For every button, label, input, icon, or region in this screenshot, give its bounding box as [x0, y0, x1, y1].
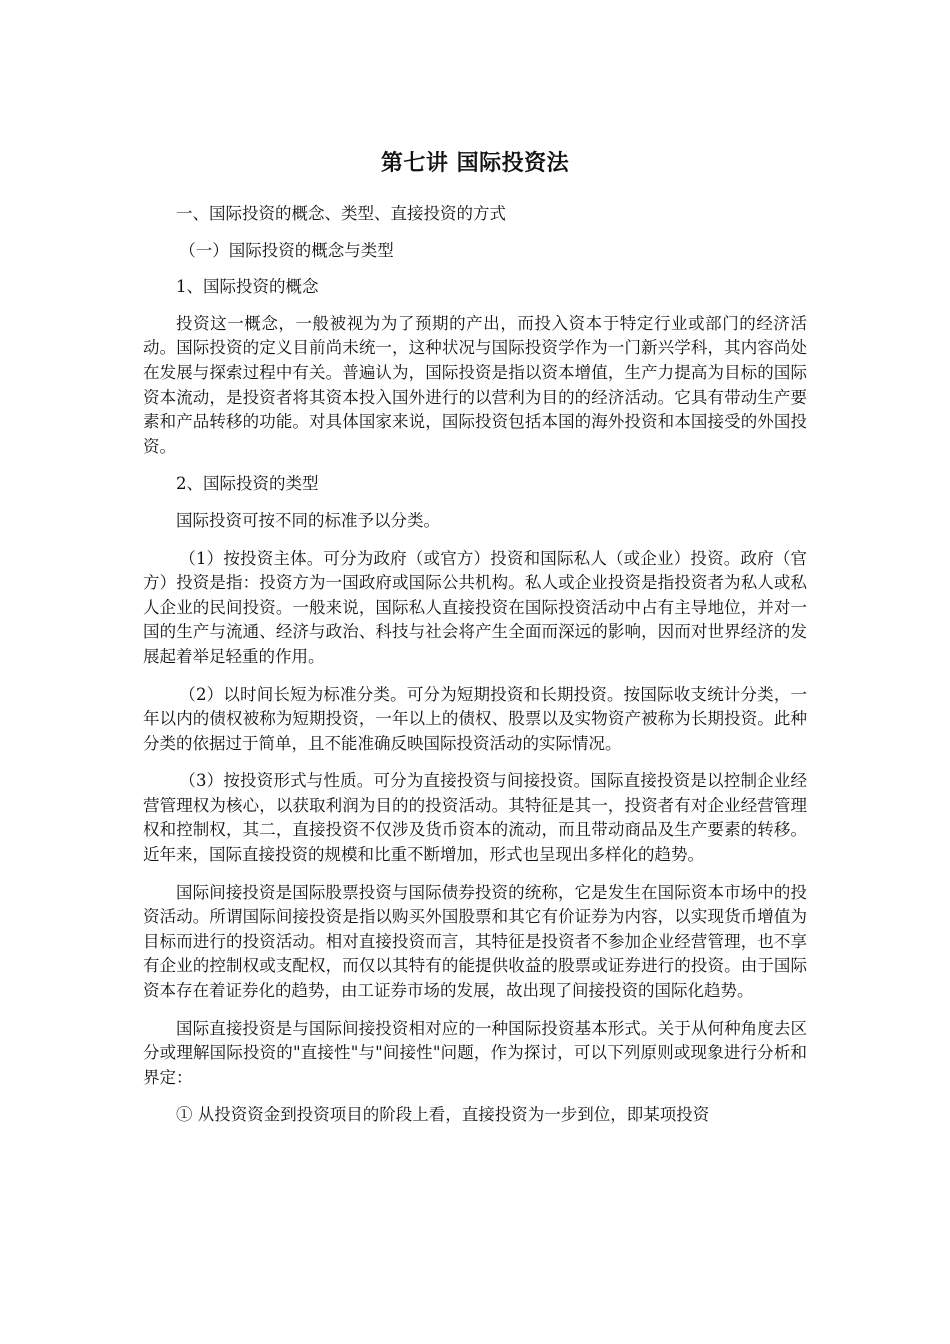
document-title: 第七讲 国际投资法: [380, 150, 570, 176]
paragraph-indirect-investment: 国际间接投资是国际股票投资与国际债券投资的统称，它是发生在国际资本市场中的投资活动。所谓国际间接投资是指以购买外国股票和其它有价证券为内容，以实现货币增值为目标而进行的投资活动。相对直接投资而言，其特征是投资者不参加企业经营管理，也不享有企业的控制权或支配权，而仅以其特有的能提供收益的股票或证券进行的投资。由于国际资本存在着证券化的趋势，由工证券市场的发展，故出现了间接投资的国际化趋势。: [143, 882, 807, 1001]
item-heading-types: 2、国际投资的类型: [176, 474, 319, 494]
item-heading-concept: 1、国际投资的概念: [176, 277, 319, 297]
subsection-heading-1: （一）国际投资的概念与类型: [179, 240, 394, 260]
paragraph-type-1: （1）按投资主体。可分为政府（或官方）投资和国际私人（或企业）投资。政府（官方）投资是指：投资方为一国政府或国际公共机构。私人或企业投资是指投资者为私人或私人企业的民间投资。一般来说，国际私人直接投资在国际投资活动中占有主导地位，并对一国的生产与流通、经济与政治、科技与社会将产生全面而深远的影响，因而对世界经济的发展起着举足轻重的作用。: [143, 548, 807, 666]
paragraph-principle-1: ① 从投资资金到投资项目的阶段上看，直接投资为一步到位，即某项投资: [176, 1105, 710, 1125]
document-body: [143, 146, 807, 1141]
paragraph-type-3: （3）按投资形式与性质。可分为直接投资与间接投资。国际直接投资是以控制企业经营管理权为核心，以获取利润为目的的投资活动。其特征是其一，投资者有对企业经营管理权和控制权，其二，直接投资不仅涉及货币资本的流动，而且带动商品及生产要素的转移。近年来，国际直接投资的规模和比重不断增加，形式也呈现出多样化的趋势。: [143, 771, 807, 865]
paragraph-direct-investment: 国际直接投资是与国际间接投资相对应的一种国际投资基本形式。关于从何种角度去区分或理解国际投资的"直接性"与"间接性"问题，作为探讨，可以下列原则或现象进行分析和界定：: [143, 1018, 807, 1087]
paragraph-type-2: （2）以时间长短为标准分类。可分为短期投资和长期投资。按国际收支统计分类，一年以内的债权被称为短期投资，一年以上的债权、股票以及实物资产被称为长期投资。此种分类的依据过于简单，且不能准确反映国际投资活动的实际情况。: [143, 684, 807, 753]
paragraph-types-intro: 国际投资可按不同的标准予以分类。: [176, 510, 440, 530]
section-heading-1: 一、国际投资的概念、类型、直接投资的方式: [176, 204, 506, 223]
paragraph-concept: 投资这一概念，一般被视为为了预期的产出，而投入资本于特定行业或部门的经济活动。国际投资的定义目前尚未统一，这种状况与国际投资学作为一门新兴学科，其内容尚处在发展与探索过程中有关。普遍认为，国际投资是指以资本增值，生产力提高为目标的国际资本流动，是投资者将其资本投入国外进行的以营利为目的的经济活动。它具有带动生产要素和产品转移的功能。对具体国家来说，国际投资包括本国的海外投资和本国接受的外国投资。: [143, 313, 807, 456]
